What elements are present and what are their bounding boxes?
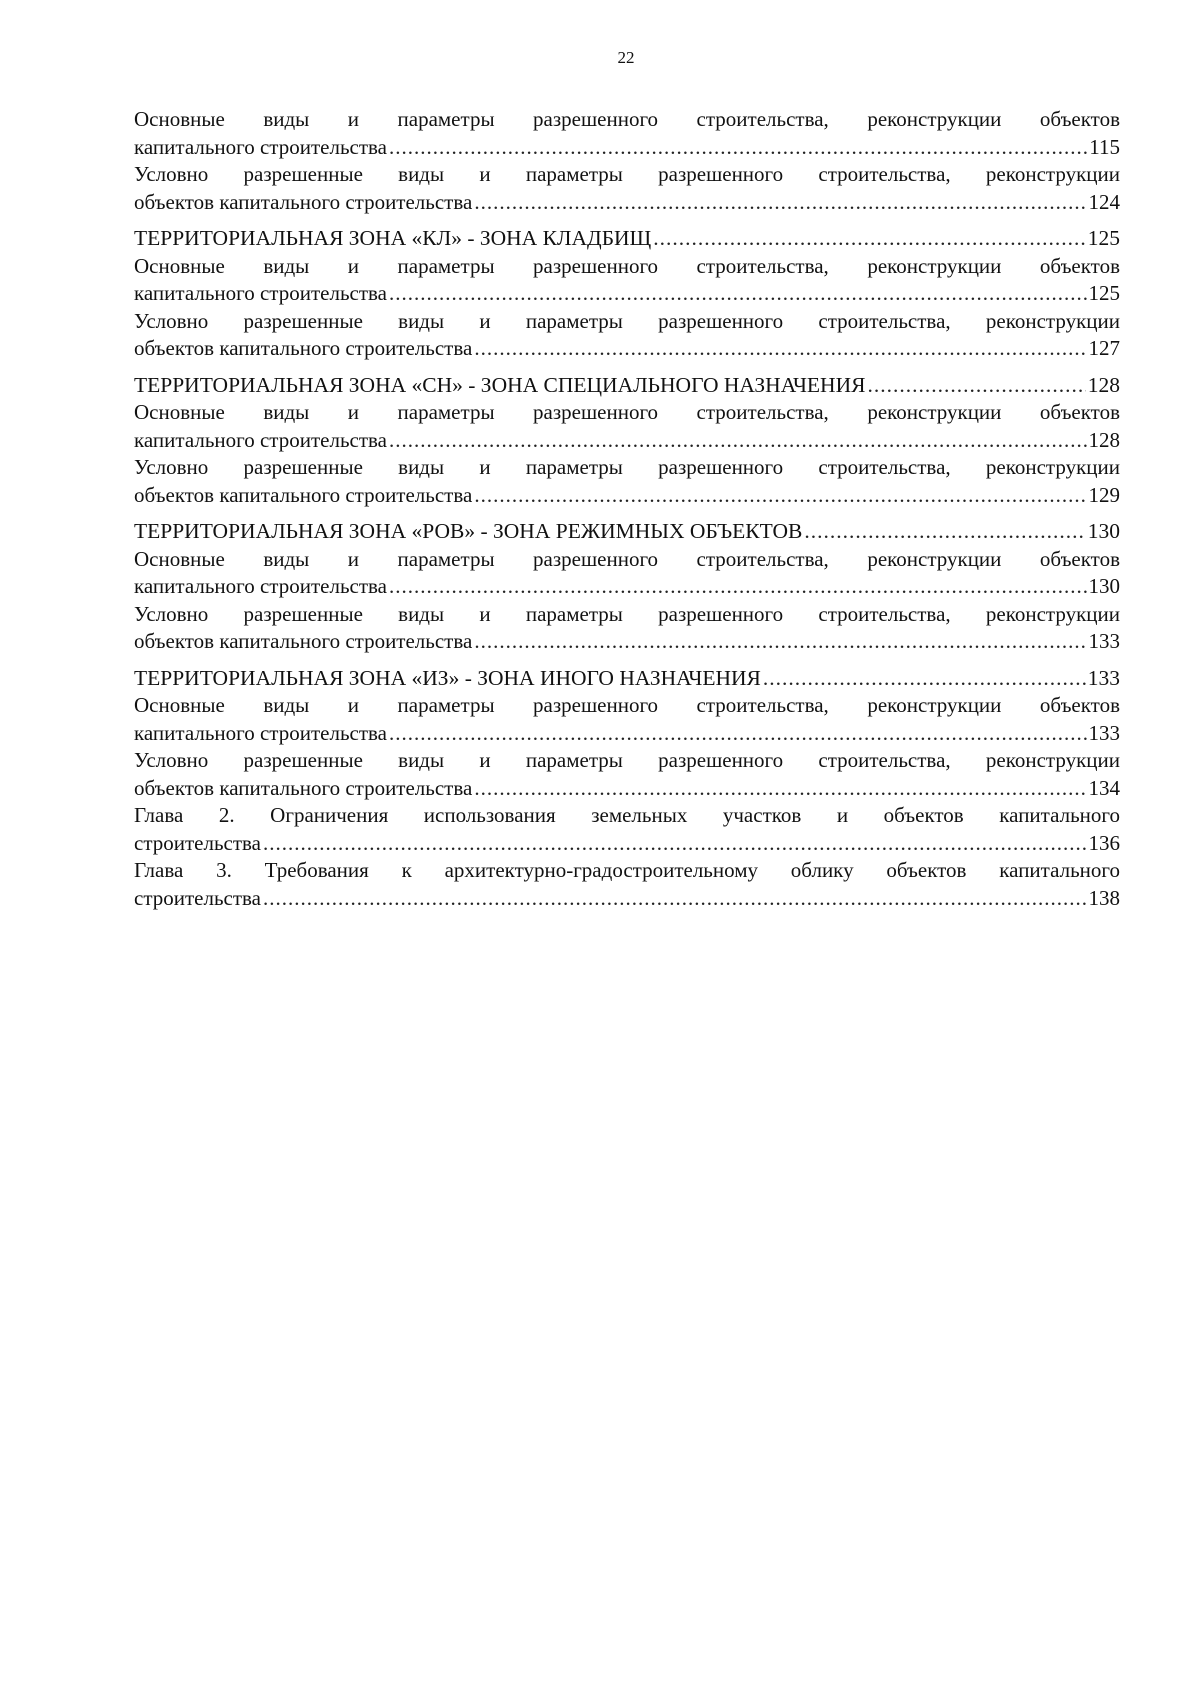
toc-page-number: 133 — [1088, 629, 1120, 653]
toc-entry-text-line: строительства — [134, 885, 262, 910]
dot-leader — [474, 189, 1086, 217]
toc-entry-text-line: Основные виды и параметры разрешенного строительства, реконструкции объектов — [134, 253, 1120, 278]
dot-leader — [474, 482, 1086, 510]
toc-entry-text-line: Основные виды и параметры разрешенного строительства, реконструкции объектов — [134, 693, 1120, 717]
toc-entry-text-line: Условно разрешенные виды и параметры разрешенного строительства, реконструкции — [134, 455, 1120, 479]
toc-entry-text-line: капитального строительства — [134, 134, 387, 159]
toc-page-number: 115 — [1089, 134, 1120, 159]
toc-entry-text-line: объектов капитального строительства — [134, 189, 473, 214]
toc-entry-text-line: Условно разрешенные виды и параметры разрешенного строительства, реконструкции — [134, 162, 1120, 186]
dot-leader — [763, 665, 1086, 693]
toc-entry[interactable] — [134, 253, 1120, 308]
toc-page-number: 136 — [1088, 830, 1120, 855]
toc-entry-text-line: капитального строительства — [134, 281, 387, 305]
toc-zone-heading[interactable] — [134, 665, 1120, 693]
toc-page-number: 134 — [1088, 775, 1120, 800]
toc-entry[interactable] — [134, 454, 1120, 509]
toc-entry-text-line: объектов капитального строительства — [134, 336, 473, 360]
dot-leader — [474, 628, 1086, 656]
toc-page-number: 127 — [1088, 336, 1120, 360]
toc-entry[interactable] — [134, 308, 1120, 363]
dot-leader — [389, 573, 1087, 601]
toc-page-number: 128 — [1087, 372, 1120, 397]
toc-entry-text-line: капитального строительства — [134, 720, 387, 745]
toc-entry[interactable] — [134, 106, 1120, 161]
toc-zone-heading[interactable] — [134, 518, 1120, 546]
toc-zone-heading[interactable] — [134, 372, 1120, 400]
toc-entry-text-line: объектов капитального строительства — [134, 482, 473, 507]
toc-entry[interactable] — [134, 546, 1120, 601]
toc-entry-text-line: строительства — [134, 830, 262, 855]
toc-page-number: 124 — [1088, 189, 1120, 214]
toc-entry[interactable] — [134, 747, 1120, 802]
toc-page-number: 133 — [1087, 665, 1120, 690]
toc-entry-text-line: ТЕРРИТОРИАЛЬНАЯ ЗОНА «КЛ» - ЗОНА КЛАДБИЩ — [134, 226, 652, 250]
dot-leader — [389, 280, 1087, 308]
dot-leader — [804, 518, 1085, 546]
toc-entry-text-line: ТЕРРИТОРИАЛЬНАЯ ЗОНА «СН» - ЗОНА СПЕЦИАЛЬНОГО НАЗНАЧЕНИЯ — [134, 372, 866, 397]
toc-page-number: 125 — [1087, 226, 1120, 250]
dot-leader — [653, 225, 1086, 253]
toc-page-number: 129 — [1088, 482, 1120, 507]
toc-entry-text-line: объектов капитального строительства — [134, 629, 473, 653]
toc-entry-text-line: Условно разрешенные виды и параметры разрешенного строительства, реконструкции — [134, 308, 1120, 333]
toc-entry[interactable] — [134, 601, 1120, 656]
toc-page-number: 130 — [1088, 574, 1120, 598]
toc-entry[interactable] — [134, 161, 1120, 216]
toc-entry[interactable] — [134, 802, 1120, 857]
dot-leader — [263, 830, 1086, 858]
dot-leader — [474, 775, 1086, 803]
toc-entry-text-line: ТЕРРИТОРИАЛЬНАЯ ЗОНА «ИЗ» - ЗОНА ИНОГО НАЗНАЧЕНИЯ — [134, 665, 761, 690]
toc-entry-text-line: Глава 3. Требования к архитектурно-градостроительному облику объектов капитального — [134, 858, 1120, 882]
toc-page-number: 130 — [1087, 519, 1120, 543]
dot-leader — [474, 335, 1086, 363]
toc-entry[interactable] — [134, 857, 1120, 912]
toc-page-number: 133 — [1088, 720, 1120, 745]
toc-entry[interactable] — [134, 399, 1120, 454]
toc-entry-text-line: Основные виды и параметры разрешенного строительства, реконструкции объектов — [134, 107, 1120, 131]
toc-page-number: 138 — [1088, 885, 1120, 910]
toc-entry-text-line: капитального строительства — [134, 574, 387, 598]
toc-zone-heading[interactable] — [134, 225, 1120, 253]
page-number: 22 — [617, 48, 635, 67]
dot-leader — [389, 134, 1087, 162]
table-of-contents — [134, 106, 1120, 912]
toc-entry-text-line: Основные виды и параметры разрешенного строительства, реконструкции объектов — [134, 400, 1120, 424]
toc-entry[interactable] — [134, 692, 1120, 747]
toc-page-number: 125 — [1088, 281, 1120, 305]
dot-leader — [867, 372, 1085, 400]
toc-entry-text-line: Условно разрешенные виды и параметры разрешенного строительства, реконструкции — [134, 601, 1120, 626]
toc-page-number: 128 — [1088, 427, 1120, 452]
dot-leader — [389, 427, 1087, 455]
toc-entry-text-line: Условно разрешенные виды и параметры разрешенного строительства, реконструкции — [134, 748, 1120, 772]
dot-leader — [389, 720, 1087, 748]
toc-entry-text-line: объектов капитального строительства — [134, 775, 473, 800]
toc-entry-text-line: Глава 2. Ограничения использования земельных участков и объектов капитального — [134, 803, 1120, 827]
toc-entry-text-line: Основные виды и параметры разрешенного строительства, реконструкции объектов — [134, 546, 1120, 571]
dot-leader — [263, 885, 1086, 913]
toc-entry-text-line: ТЕРРИТОРИАЛЬНАЯ ЗОНА «РОВ» - ЗОНА РЕЖИМНЫХ ОБЪЕКТОВ — [134, 519, 803, 543]
toc-entry-text-line: капитального строительства — [134, 427, 387, 452]
